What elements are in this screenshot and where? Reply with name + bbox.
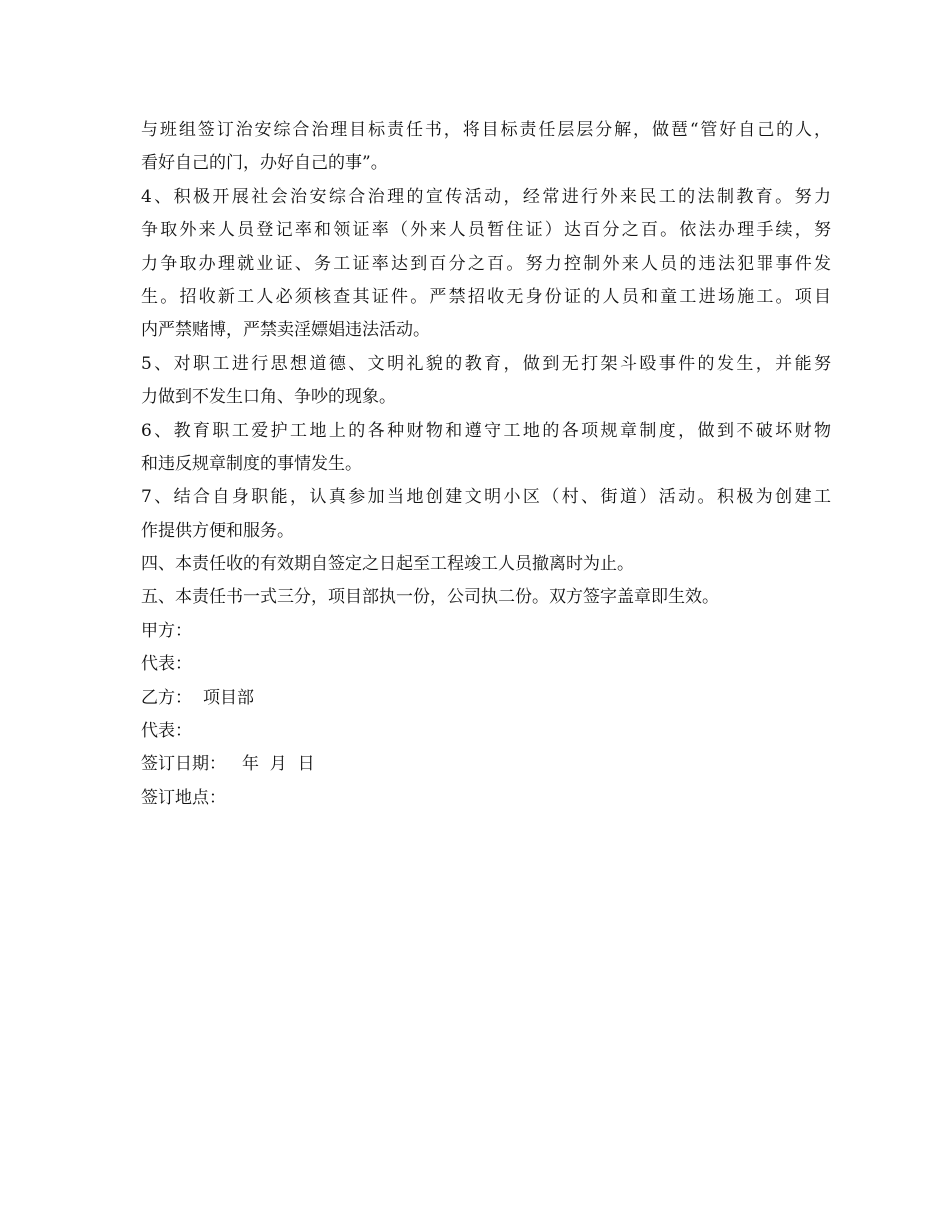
text-line: 6、教育职工爱护工地上的各种财物和遵守工地的各项规章制度，做到不破坏财物 [141, 420, 831, 441]
text-line: 4、积极开展社会治安综合治理的宣传活动，经常进行外来民工的法制教育。努力 [141, 186, 831, 207]
paragraph-section-5 [141, 581, 831, 614]
text-line: 内严禁赌博，严禁卖淫嫖娼违法活动。 [141, 320, 430, 341]
date-row [141, 748, 831, 781]
place-label: 签订地点： [141, 787, 226, 808]
party-b-rep-row [141, 715, 831, 748]
text-line: 力争取办理就业证、务工证率达到百分之百。努力控制外来人员的违法犯罪事件发 [141, 253, 831, 274]
text-line: 作提供方便和服务。 [141, 520, 294, 541]
signature-block [141, 615, 831, 815]
paragraph-item-5 [141, 348, 831, 415]
date-value: 年 月 日 [242, 754, 315, 775]
text-line: 和违反规章制度的事情发生。 [141, 453, 362, 474]
party-b-row [141, 682, 831, 715]
text-line: 生。招收新工人必须核查其证件。严禁招收无身份证的人员和童工进场施工。项目 [141, 286, 831, 307]
text-line: 与班组签订治安综合治理目标责任书，将目标责任层层分解，做琶“管好自己的人， [141, 120, 831, 140]
paragraph-item-7 [141, 481, 831, 548]
text-line: 五、本责任书一式三分，项目部执一份，公司执二份。双方签字盖章即生效。 [141, 587, 719, 608]
text-line: 力做到不发生口角、争吵的现象。 [141, 387, 396, 408]
party-b-value: 项目部 [203, 687, 254, 708]
date-label: 签订日期： [141, 754, 226, 775]
text-line: 7、结合自身职能，认真参加当地创建文明小区（村、街道）活动。积极为创建工 [141, 487, 831, 508]
paragraph-item-4 [141, 181, 831, 348]
paragraph-item-6 [141, 415, 831, 482]
text-line: 四、本责任收的有效期自签定之日起至工程竣工人员撤离时为止。 [141, 554, 634, 575]
place-row [141, 782, 831, 815]
text-line: 5、对职工进行思想道德、文明礼貌的教育，做到无打架斗殴事件的发生，并能努 [141, 353, 831, 374]
party-a-rep-row [141, 648, 831, 681]
paragraph-responsibility-book [141, 114, 831, 181]
document-body [141, 114, 831, 815]
party-a-label: 甲方： [141, 620, 192, 641]
party-b-label: 乙方： [141, 687, 192, 708]
paragraph-section-4 [141, 548, 831, 581]
party-a-row [141, 615, 831, 648]
text-line: 看好自己的门，办好自己的事”。 [141, 153, 388, 174]
party-a-rep-label: 代表： [141, 654, 192, 675]
party-b-rep-label: 代表： [141, 721, 192, 742]
text-line: 争取外来人员登记率和领证率（外来人员暂住证）达百分之百。依法办理手续，努 [141, 220, 831, 241]
